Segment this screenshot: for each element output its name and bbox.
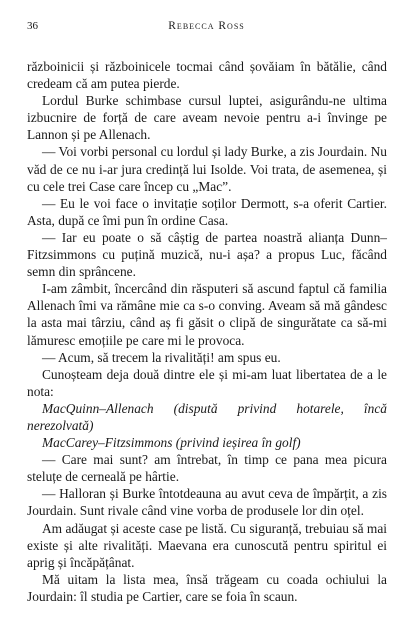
dialogue-paragraph: — Voi vorbi personal cu lordul și lady Burke, a zis Jourdain. Nu văd de ce nu i-ar jura credință lui Isolde. Voi trata, de asemenea, și cu cele trei Case care încep cu „Mac”. — [27, 144, 387, 194]
dialogue-paragraph: — Halloran și Burke întotdeauna au avut ceva de împărțit, a zis Jourdain. Sunt rivale când vine vorba de produsele lor din oțel. — [27, 486, 387, 519]
rivalry-note — [27, 434, 387, 451]
dialogue-paragraph: — Eu le voi face o invitație soților Dermott, s-a oferit Cartier. Asta, după ce îmi pun în ordine Casa. — [27, 195, 387, 228]
paragraph: Am adăugat și aceste case pe listă. Cu siguranță, trebuiau să mai existe și alte rivalități. Maevana era cunoscută pentru spiritul ei aprig și încăpățânat. — [27, 520, 387, 570]
dialogue-paragraph: — Iar eu poate o să câștig de partea noastră alianța Dunn–Fitzsimmons cu puțină muzică, nu-i așa? a propus Luc, făcând semn din sprâncene. — [27, 229, 387, 280]
dialogue-paragraph: — Care mai sunt? am întrebat, în timp ce pana mea picura steluțe de cerneală pe hârtie. — [27, 452, 387, 485]
rivalry-note — [27, 400, 387, 434]
dialogue-paragraph: — Acum, să trecem la rivalități! am spus eu. — [42, 349, 281, 365]
rivalry-detail: (dispută privind hotarele, încă nerezolvată) — [27, 400, 387, 433]
paragraph: războinicii și războinicele tocmai când șovăiam în bătălie, când credeam că am putea pierde. — [27, 59, 387, 92]
paragraph: I-am zâmbit, încercând din răsputeri să ascund faptul că familia Allenach îmi va rămâne mie ca s-o conving. Aveam să mă gândesc la asta mai târziu, când aș fi găsit o clipă de singurătate ca să-mi lămuresc emoțiile pe care mi le provoca. — [27, 281, 387, 348]
rivalry-detail: (privind ieșirea în golf) — [175, 435, 301, 451]
page-header — [27, 20, 386, 36]
paragraph: Cunoșteam deja două dintre ele și mi-am luat libertatea de a le nota: — [27, 366, 387, 399]
page-body-text — [27, 58, 387, 605]
rivalry-houses: MacQuinn–Allenach — [42, 400, 154, 416]
paragraph: Mă uitam la lista mea, însă trăgeam cu coada ochiului la Jourdain: îl studia pe Cartier, care se foia în scaun. — [27, 571, 387, 604]
page-number: 36 — [27, 20, 38, 32]
paragraph: Lordul Burke schimbase cursul luptei, asigurându-ne ultima izbucnire de forță de care aveam nevoie pentru a-i învinge pe Lannon și pe Allenach. — [27, 93, 387, 143]
running-head-author: Rebecca Ross — [168, 20, 245, 32]
rivalry-houses: MacCarey–Fitzsimmons — [42, 435, 173, 451]
